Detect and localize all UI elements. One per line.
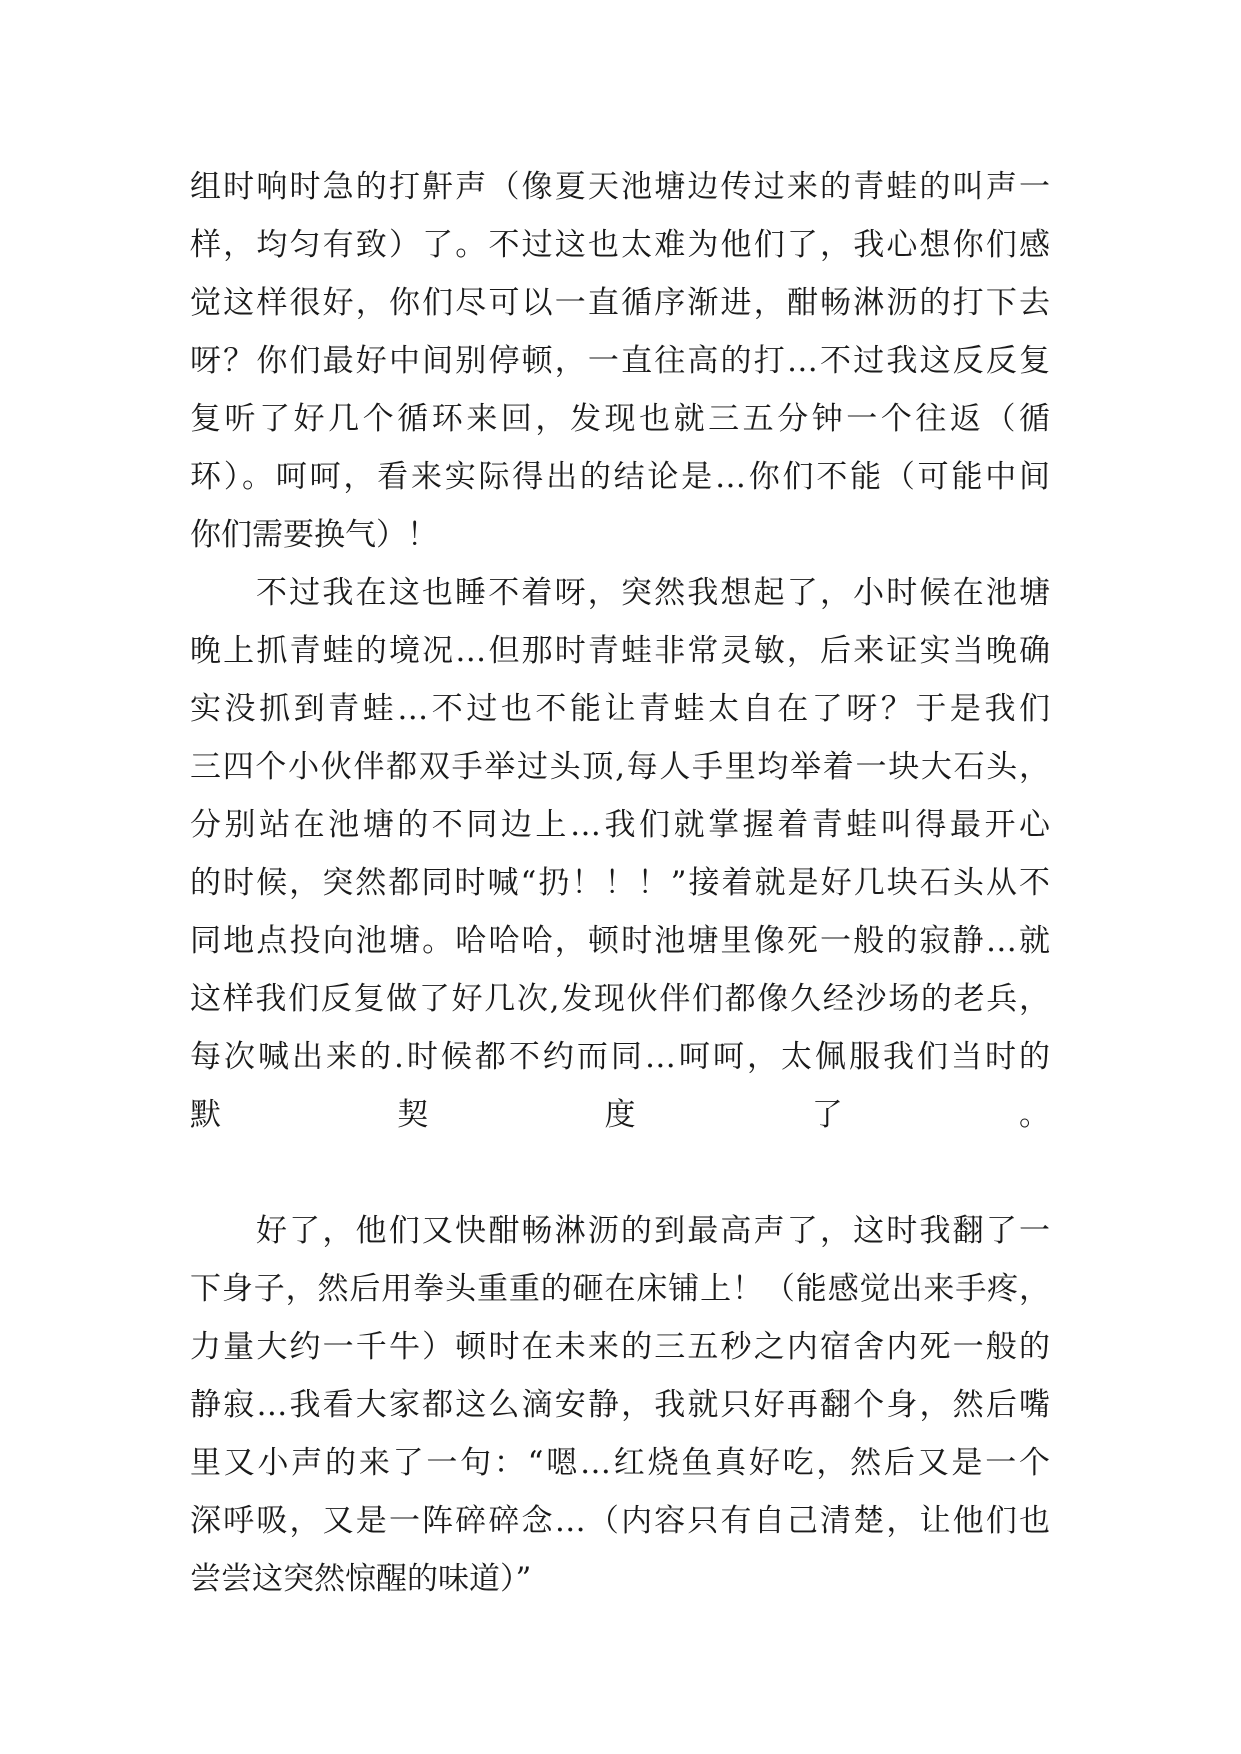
text-line: 每次喊出来的.时候都不约而同…呵呵，太佩服我们当时的 [190, 1039, 1050, 1075]
text-line: 组时响时急的打鼾声（像夏天池塘边传过来的青蛙的叫声一 [190, 169, 1050, 205]
text-line: 好了，他们又快酣畅淋沥的到最高声了，这时我翻了一 [256, 1213, 1050, 1249]
text-line: 三四个小伙伴都双手举过头顶,每人手里均举着一块大石头， [190, 749, 1050, 785]
text-line: 你们需要换气）！ [190, 517, 438, 553]
text-line: 觉这样很好，你们尽可以一直循序渐进，酣畅淋沥的打下去 [190, 285, 1050, 321]
text-line: 复听了好几个循环来回，发现也就三五分钟一个往返（循 [190, 401, 1050, 437]
paragraph-3 [190, 1202, 1050, 1608]
text-line: 力量大约一千牛）顿时在未来的三五秒之内宿舍内死一般的 [190, 1329, 1050, 1365]
text-line: 不过我在这也睡不着呀，突然我想起了，小时候在池塘 [256, 575, 1050, 611]
text-line [190, 1144, 1050, 1202]
text-line: 分别站在池塘的不同边上…我们就掌握着青蛙叫得最开心 [190, 807, 1050, 843]
text-line: 里又小声的来了一句：“嗯…红烧鱼真好吃，然后又是一个 [190, 1445, 1050, 1481]
paragraph-1 [190, 158, 1050, 564]
text-line: 样，均匀有致）了。不过这也太难为他们了，我心想你们感 [190, 227, 1050, 263]
text-line: 静寂…我看大家都这么滴安静，我就只好再翻个身，然后嘴 [190, 1387, 1050, 1423]
text-line: 同地点投向池塘。哈哈哈，顿时池塘里像死一般的寂静…就 [190, 923, 1050, 959]
body-text [190, 158, 1050, 1608]
text-line: 下身子，然后用拳头重重的砸在床铺上！（能感觉出来手疼， [190, 1271, 1050, 1307]
text-line: 呀？你们最好中间别停顿，一直往高的打…不过我这反反复 [190, 343, 1050, 379]
text-line: 深呼吸，又是一阵碎碎念…（内容只有自己清楚，让他们也 [190, 1503, 1050, 1539]
text-line: 晚上抓青蛙的境况…但那时青蛙非常灵敏，后来证实当晚确 [190, 633, 1050, 669]
text-line: 默契度了。 [190, 1097, 1050, 1133]
text-line: 这样我们反复做了好几次,发现伙伴们都像久经沙场的老兵， [190, 981, 1050, 1017]
text-line: 环）。呵呵，看来实际得出的结论是…你们不能（可能中间 [190, 459, 1050, 495]
paragraph-2 [190, 564, 1050, 1202]
text-line: 尝尝这突然惊醒的味道）” [190, 1561, 532, 1597]
text-line: 实没抓到青蛙…不过也不能让青蛙太自在了呀？于是我们 [190, 691, 1050, 727]
text-line: 的时候，突然都同时喊“扔！！！”接着就是好几块石头从不 [190, 865, 1050, 901]
